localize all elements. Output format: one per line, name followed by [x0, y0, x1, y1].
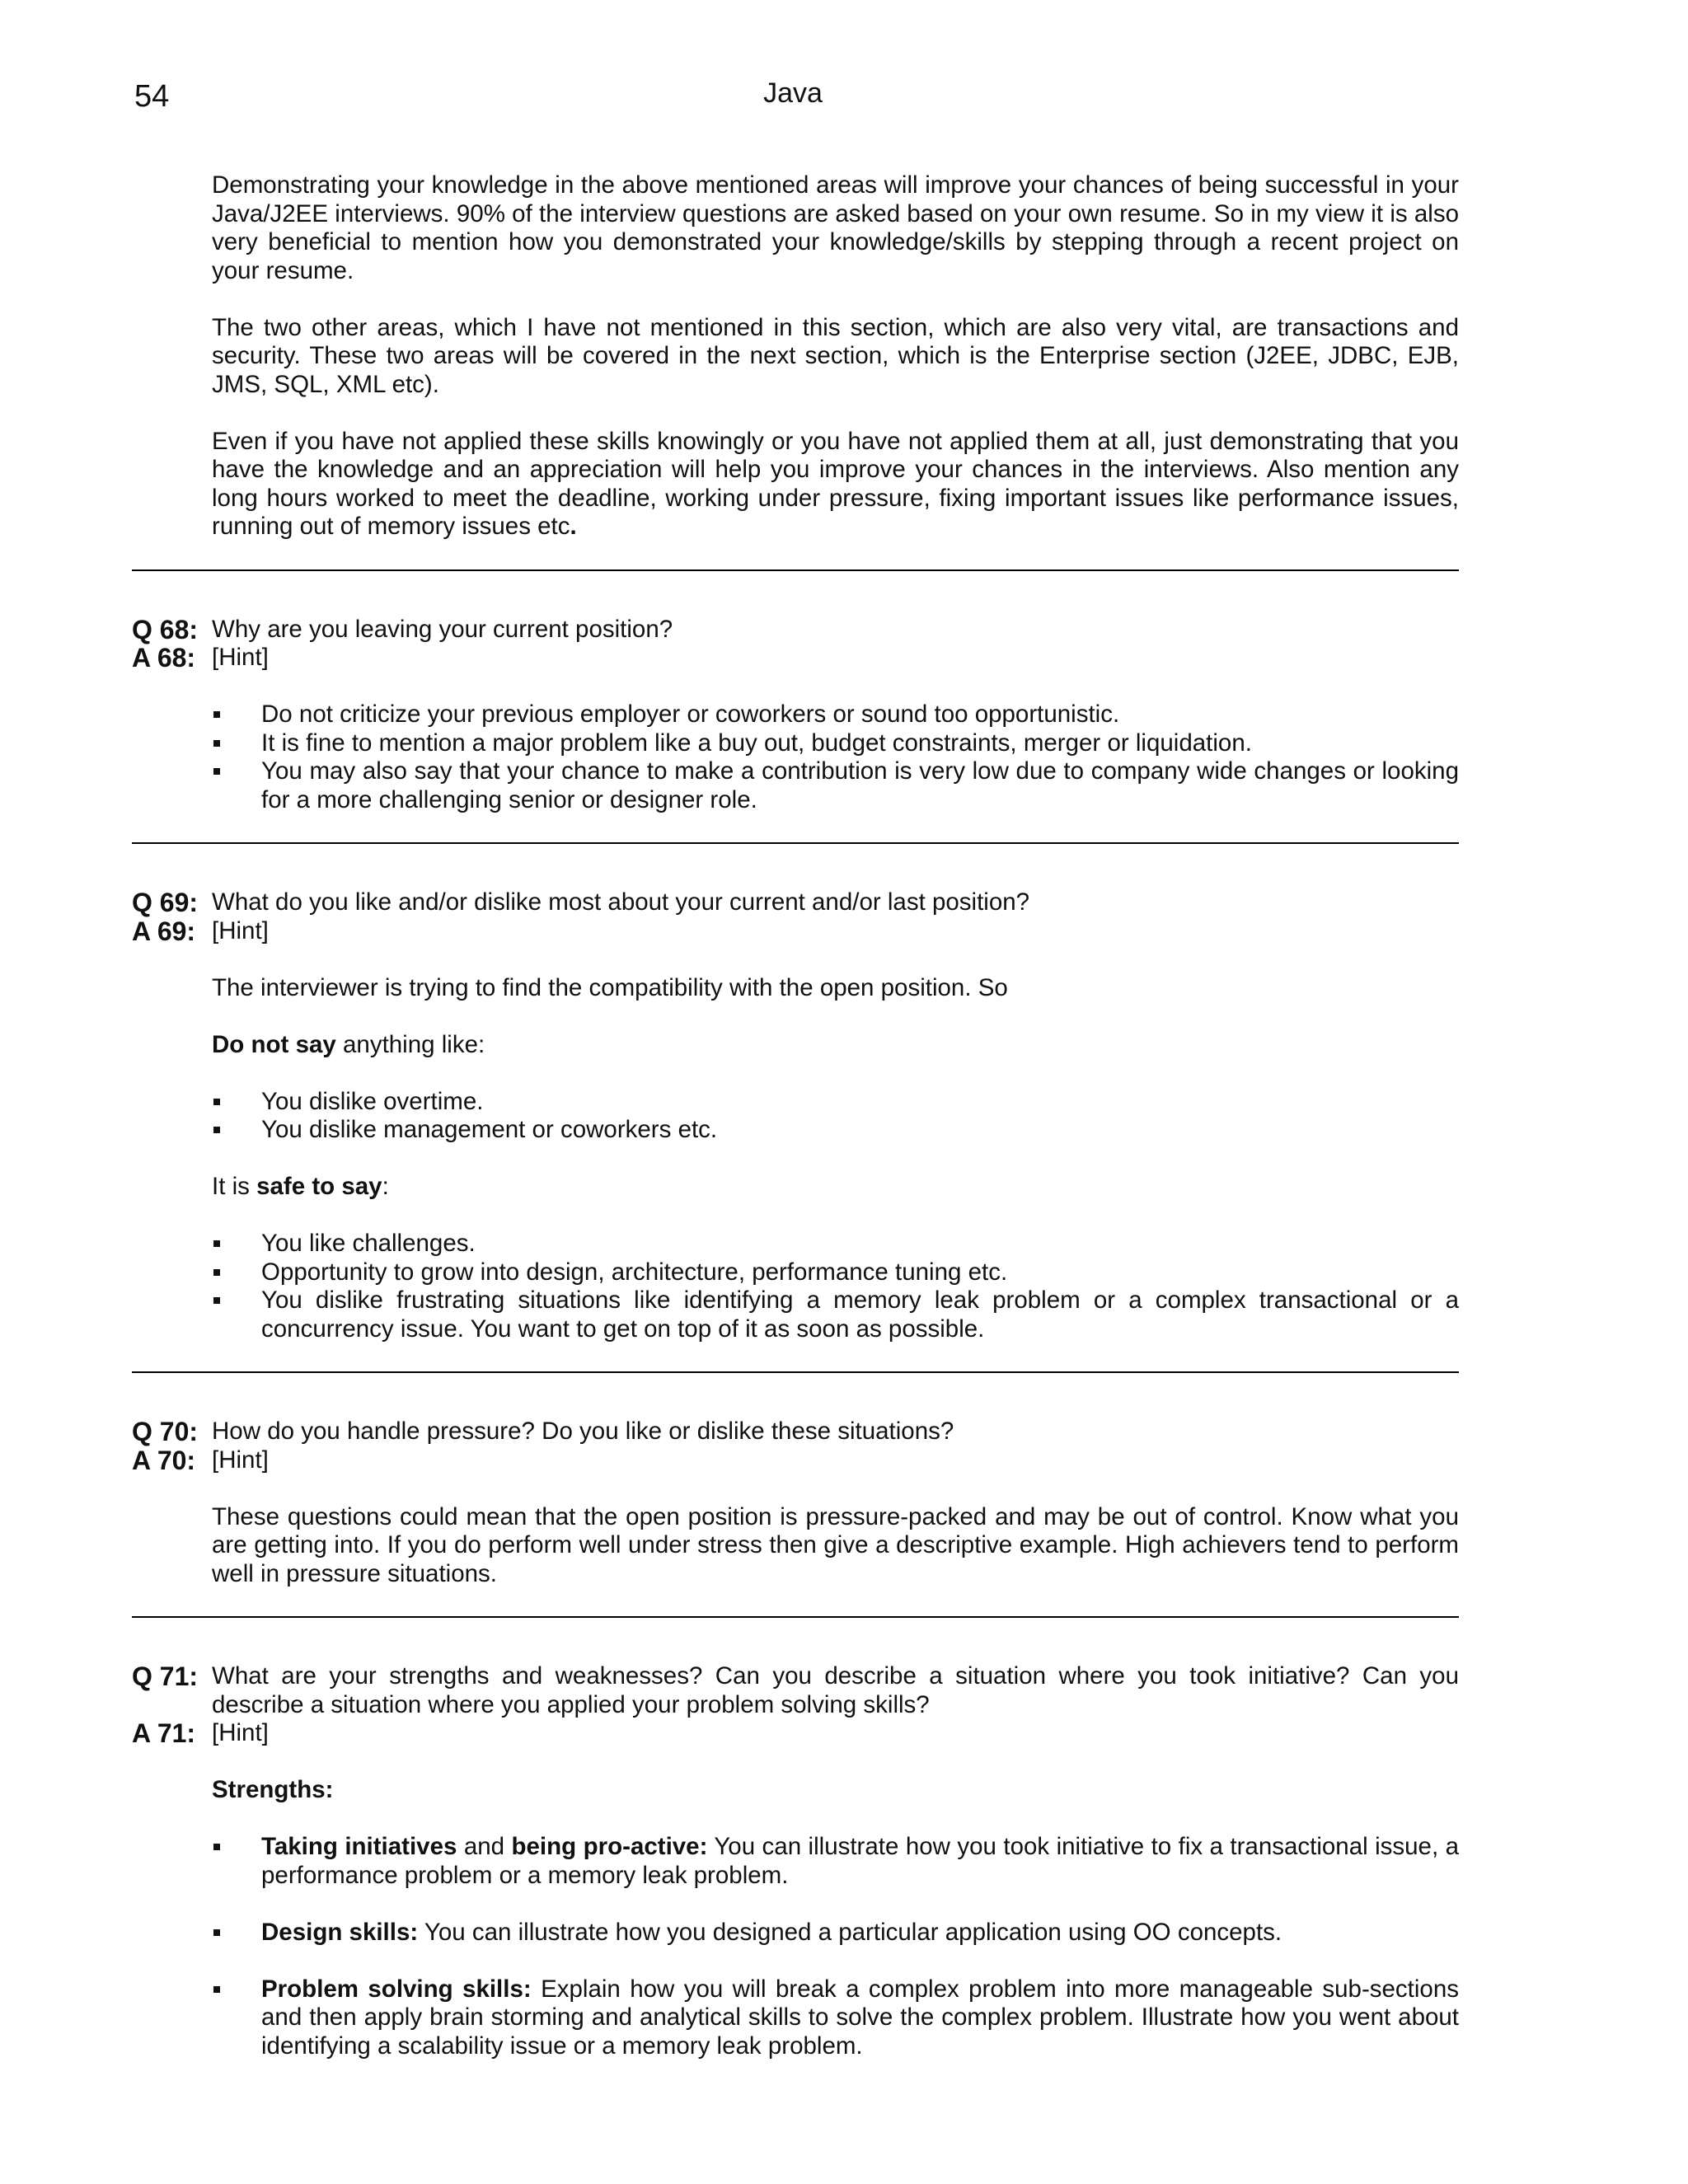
- list-item: You may also say that your chance to make a contribution is very low due to company wide changes or looking for a more challenging senior or designer role.: [212, 757, 1459, 814]
- qa-block-70: [132, 1418, 1459, 1588]
- answer-label: A 70:: [132, 1445, 196, 1475]
- qa-block-69: [132, 888, 1459, 1343]
- item-text: You can illustrate how you designed a particular application using OO concepts.: [418, 1918, 1282, 1946]
- bullet-list: [132, 701, 1459, 814]
- qa-block-68: [132, 616, 1459, 815]
- heading-suffix: :: [382, 1173, 389, 1200]
- answer-hint: [Hint]: [212, 644, 269, 671]
- bold-phrase: being pro-active:: [511, 1833, 708, 1860]
- answer-row: [132, 1719, 1459, 1748]
- bullet-list: [132, 1230, 1459, 1343]
- safe-to-say-heading: [212, 1173, 1459, 1202]
- bold-phrase: Design skills:: [261, 1918, 419, 1946]
- intro-paragraph: The two other areas, which I have not mentioned in this section, which are also very vital, are transactions and security. These two areas will be covered in the next section, which is the Enterprise section (J2EE, JDBC, EJB, JMS, SQL, XML etc).: [212, 313, 1459, 398]
- question-label: Q 69:: [132, 888, 199, 917]
- bold-phrase: Taking initiatives: [261, 1833, 457, 1860]
- page-content: [132, 171, 1459, 2060]
- question-row: [132, 1418, 1459, 1446]
- list-item: [212, 1919, 1459, 1947]
- answer-paragraph: These questions could mean that the open position is pressure-packed and may be out of control. Know what you are getting into. If you do perform well under stress then give a descriptive example. High achievers tend to perform well in pressure situations.: [212, 1502, 1459, 1587]
- strengths-heading: [212, 1776, 1459, 1805]
- question-text: Why are you leaving your current position?: [212, 615, 673, 643]
- answer-paragraph: The interviewer is trying to find the compatibility with the open position. So: [212, 973, 1008, 1001]
- list-item: It is fine to mention a major problem like a buy out, budget constraints, merger or liquidation.: [212, 729, 1459, 758]
- question-row: [132, 888, 1459, 917]
- bullet-list: [132, 1833, 1459, 2060]
- answer-row: [132, 917, 1459, 946]
- answer-row: [132, 1446, 1459, 1475]
- question-label: Q 68:: [132, 614, 199, 644]
- bold-phrase: safe to say: [256, 1173, 382, 1200]
- section-divider: [132, 842, 1459, 844]
- answer-label: A 69:: [132, 916, 196, 946]
- section-divider: [132, 569, 1459, 571]
- running-header: Java: [763, 77, 823, 109]
- question-label: Q 70:: [132, 1417, 199, 1446]
- list-item: You dislike overtime.: [212, 1088, 1459, 1117]
- list-item: You dislike frustrating situations like identifying a memory leak problem or a complex transactional or a concurrency issue. You want to get on top of it as soon as possible.: [212, 1286, 1459, 1343]
- bold-phrase: Strengths:: [212, 1776, 334, 1803]
- page-number: 54: [134, 79, 170, 114]
- list-item: [212, 1975, 1459, 2061]
- do-not-say-heading: [212, 1031, 1459, 1060]
- question-text: What are your strengths and weaknesses? Can you describe a situation where you took initiative? Can you describe a situation where you applied your problem solving skills?: [212, 1662, 1459, 1718]
- section-divider: [132, 1616, 1459, 1618]
- intro-paragraph-end: .: [570, 513, 577, 540]
- item-text: Explain how you will break a complex problem into more manageable sub-sections and then apply brain storming and analytical skills to solve the complex problem. Illustrate how you went about identifying a scalability issue or a memory leak problem.: [261, 1975, 1459, 2060]
- bullet-list: [132, 1088, 1459, 1145]
- list-item: You dislike management or coworkers etc.: [212, 1116, 1459, 1145]
- list-item: You like challenges.: [212, 1230, 1459, 1258]
- heading-prefix: It is: [212, 1173, 257, 1200]
- bold-phrase: Do not say: [212, 1030, 336, 1058]
- qa-block-71: [132, 1662, 1459, 2060]
- answer-label: A 71:: [132, 1718, 196, 1748]
- question-text: How do you handle pressure? Do you like or dislike these situations?: [212, 1418, 954, 1445]
- answer-label: A 68:: [132, 643, 196, 673]
- heading-rest: anything like:: [335, 1030, 485, 1058]
- answer-hint: [Hint]: [212, 1719, 269, 1746]
- section-divider: [132, 1371, 1459, 1373]
- question-row: [132, 1662, 1459, 1719]
- answer-hint: [Hint]: [212, 916, 269, 944]
- answer-hint: [Hint]: [212, 1446, 269, 1474]
- question-text: What do you like and/or dislike most about your current and/or last position?: [212, 888, 1030, 916]
- item-text: You can illustrate how you took initiative to fix a transactional issue, a performance problem or a memory leak problem.: [261, 1833, 1460, 1889]
- list-item: [212, 1833, 1459, 1890]
- item-text: and: [457, 1833, 512, 1860]
- list-item: Do not criticize your previous employer or coworkers or sound too opportunistic.: [212, 701, 1459, 729]
- list-item: Opportunity to grow into design, architecture, performance tuning etc.: [212, 1258, 1459, 1287]
- intro-paragraph-text: Even if you have not applied these skills knowingly or you have not applied them at all, just demonstrating that you have the knowledge and an appreciation will help you improve your chances in the interviews. Also mention any long hours worked to meet the deadline, working under pressure, fixing important issues like performance issues, running out of memory issues etc: [212, 427, 1459, 540]
- intro-section: [132, 171, 1459, 541]
- intro-paragraph: Demonstrating your knowledge in the above mentioned areas will improve your chances of being successful in your Java/J2EE interviews. 90% of the interview questions are asked based on your own resume. So in my view it is also very beneficial to mention how you demonstrated your knowledge/skills by stepping through a recent project on your resume.: [212, 171, 1459, 284]
- answer-row: [132, 644, 1459, 673]
- intro-paragraph: [212, 428, 1459, 541]
- question-label: Q 71:: [132, 1661, 199, 1691]
- bold-phrase: Problem solving skills:: [261, 1975, 532, 2003]
- question-row: [132, 616, 1459, 644]
